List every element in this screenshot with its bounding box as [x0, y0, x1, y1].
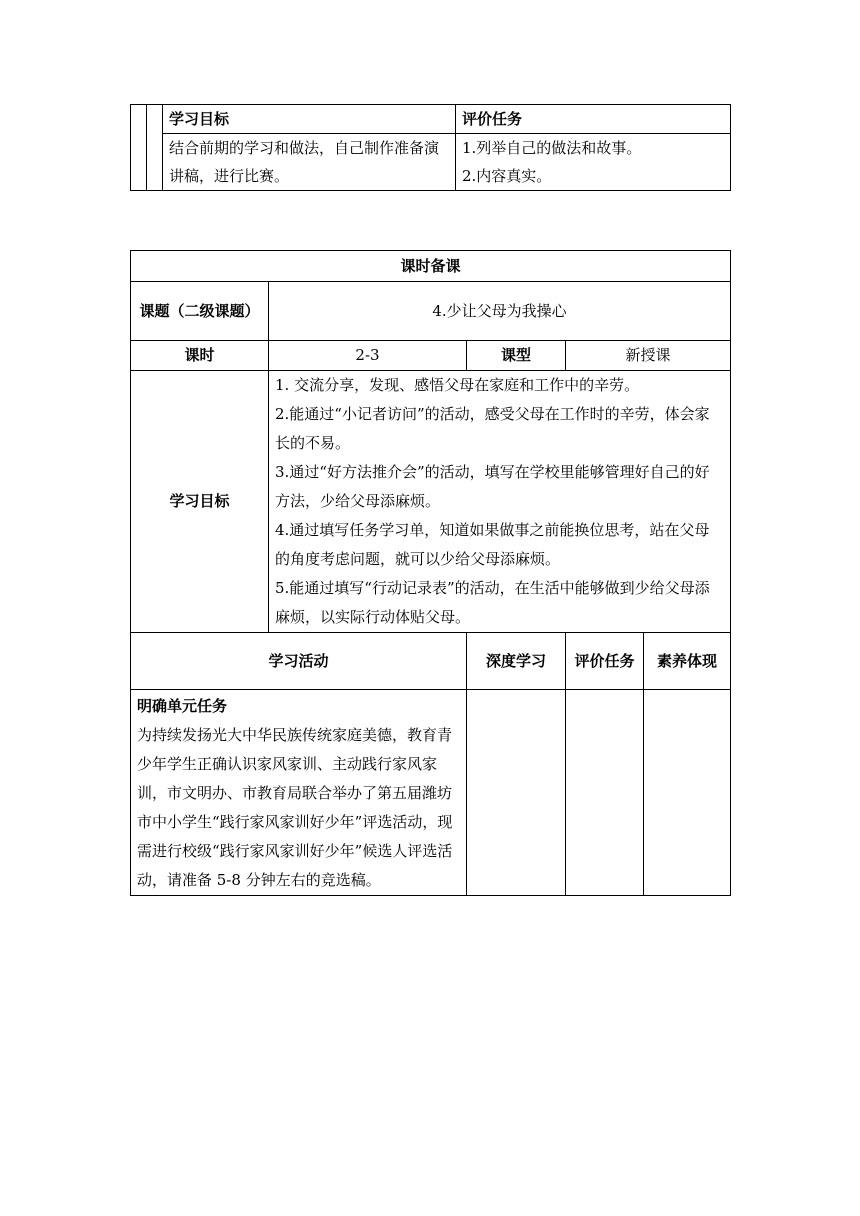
goal-header: 学习目标 — [163, 105, 456, 134]
deep-learning-column-header: 深度学习 — [467, 633, 566, 690]
literacy-cell — [644, 690, 731, 896]
type-label: 课型 — [467, 341, 566, 371]
topic-value: 4.少让父母为我操心 — [269, 282, 731, 341]
topic-label: 课题（二级课题） — [131, 282, 269, 341]
goals-list — [269, 371, 731, 633]
blank-cell — [131, 105, 147, 191]
goal-text: 结合前期的学习和做法，自己制作准备演讲稿，进行比赛。 — [163, 134, 456, 191]
goals-label: 学习目标 — [131, 371, 269, 633]
evaluation-cell — [566, 690, 644, 896]
task-header: 评价任务 — [456, 105, 731, 134]
goal-item: 3.通过“好方法推介会”的活动，填写在学校里能够管理好自己的好方法，少给父母添麻烦。 — [275, 463, 710, 510]
table-title: 课时备课 — [131, 251, 731, 282]
evaluation-column-header: 评价任务 — [566, 633, 644, 690]
period-value: 2-3 — [269, 341, 467, 371]
goal-item: 5.能通过填写“行动记录表”的活动，在生活中能够做到少给父母添麻烦，以实际行动体贴父母。 — [275, 579, 710, 626]
task-item: 1.列举自己的做法和故事。 — [462, 139, 642, 157]
activity-title: 明确单元任务 — [137, 697, 228, 715]
evaluation-table — [130, 104, 731, 191]
literacy-column-header: 素养体现 — [644, 633, 731, 690]
period-label: 课时 — [131, 341, 269, 371]
goal-item: 2.能通过“小记者访问”的活动，感受父母在工作时的辛劳，体会家长的不易。 — [275, 405, 710, 452]
task-list — [456, 134, 731, 191]
task-item: 2.内容真实。 — [462, 167, 552, 185]
goal-item: 1. 交流分享，发现、感悟父母在家庭和工作中的辛劳。 — [275, 376, 640, 394]
deep-learning-cell — [467, 690, 566, 896]
activity-column-header: 学习活动 — [131, 633, 467, 690]
goal-item: 4.通过填写任务学习单，知道如果做事之前能换位思考，站在父母的角度考虑问题，就可以少给父母添麻烦。 — [275, 521, 710, 568]
lesson-plan-table — [130, 250, 731, 896]
blank-cell — [147, 105, 163, 191]
type-value: 新授课 — [566, 341, 731, 371]
activity-text: 为持续发扬光大中华民族传统家庭美德，教育青少年学生正确认识家风家训、主动践行家风家训，市文明办、市教育局联合举办了第五届潍坊市中小学生“践行家风家训好少年”评选活动，现需进行校级“践行家风家训好少年”候选人评选活动，请准备 5-8 分钟左右的竞选稿。 — [137, 726, 453, 889]
activity-cell — [131, 690, 467, 896]
